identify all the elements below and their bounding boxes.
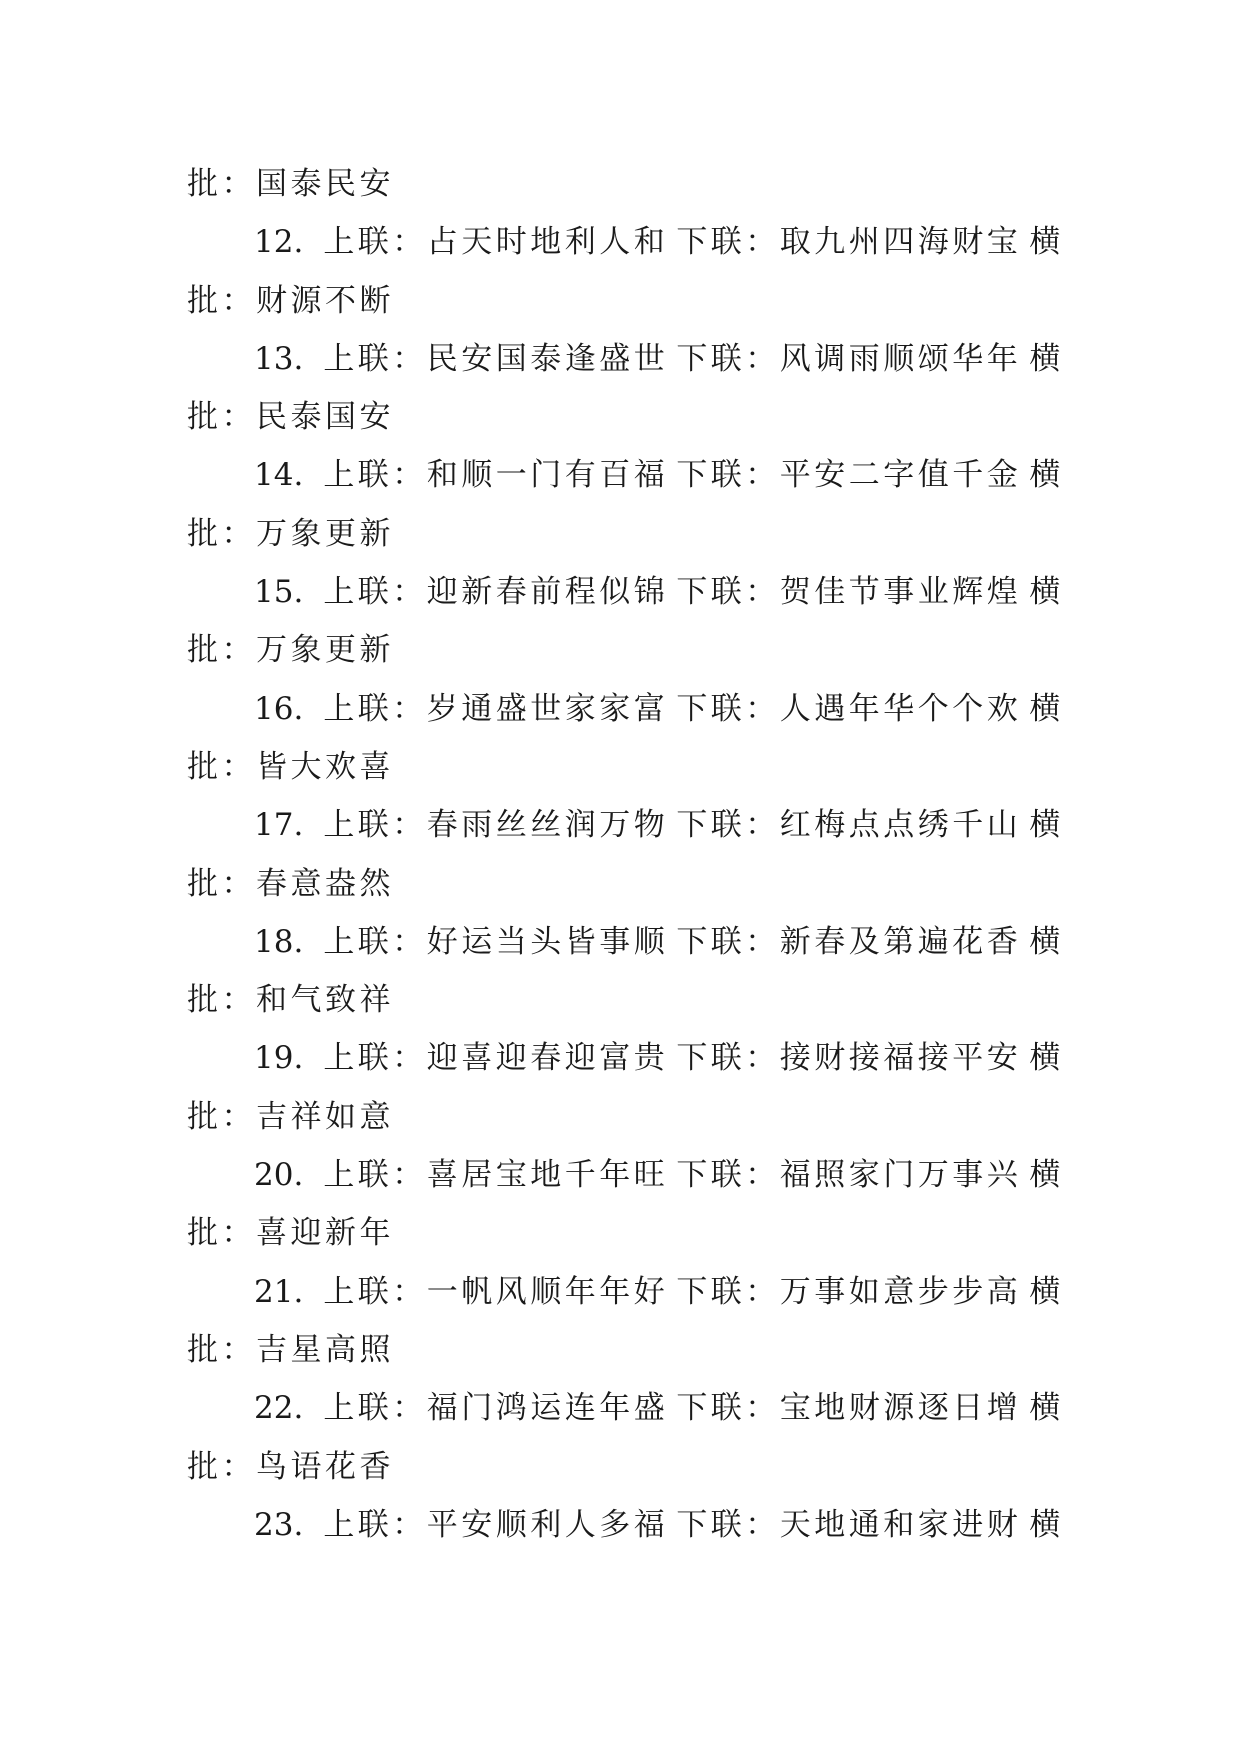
horizontal-scroll-text: 批：万象更新 — [187, 515, 394, 552]
horizontal-scroll-label: 横 — [1029, 224, 1064, 261]
entry-number: 20. — [254, 1157, 304, 1194]
entry-number: 18. — [254, 923, 304, 960]
upper-couplet: 上联：占天时地利人和 — [323, 224, 669, 261]
lower-couplet: 下联：风调雨顺颂华年 — [676, 340, 1022, 377]
lower-couplet: 下联：福照家门万事兴 — [676, 1157, 1022, 1194]
upper-couplet: 上联：喜居宝地千年旺 — [323, 1157, 669, 1194]
entry-number: 22. — [254, 1390, 304, 1427]
horizontal-scroll-label: 横 — [1029, 1506, 1064, 1543]
entry-number: 21. — [254, 1273, 304, 1310]
upper-couplet: 上联：平安顺利人多福 — [323, 1506, 669, 1543]
horizontal-scroll-label: 横 — [1029, 1273, 1064, 1310]
entry-number: 13. — [254, 340, 304, 377]
horizontal-scroll-text: 批：和气致祥 — [187, 982, 394, 1019]
upper-couplet: 上联：福门鸿运连年盛 — [323, 1390, 669, 1427]
horizontal-scroll-label: 横 — [1029, 1390, 1064, 1427]
entry-number: 15. — [254, 574, 304, 611]
couplet-entry — [187, 330, 1064, 388]
lower-couplet: 下联：接财接福接平安 — [676, 1040, 1022, 1077]
couplet-entry — [187, 1379, 1064, 1437]
upper-couplet: 上联：好运当头皆事顺 — [323, 923, 669, 960]
upper-couplet: 上联：春雨丝丝润万物 — [323, 807, 669, 844]
entry-number: 19. — [254, 1040, 304, 1077]
horizontal-scroll-text: 批：鸟语花香 — [187, 1448, 394, 1485]
horizontal-scroll-text: 批：春意盎然 — [187, 865, 394, 902]
lower-couplet: 下联：人遇年华个个欢 — [676, 690, 1022, 727]
horizontal-scroll-text: 批：万象更新 — [187, 632, 394, 669]
upper-couplet: 上联：迎新春前程似锦 — [323, 574, 669, 611]
upper-couplet: 上联：民安国泰逢盛世 — [323, 340, 669, 377]
entry-number: 17. — [254, 807, 304, 844]
lower-couplet: 下联：贺佳节事业辉煌 — [676, 574, 1022, 611]
opening-line: 批：国泰民安 — [187, 166, 394, 202]
lower-couplet: 下联：新春及第遍花香 — [676, 923, 1022, 960]
couplet-entry — [187, 796, 1064, 854]
couplet-entry — [187, 446, 1064, 504]
upper-couplet: 上联：岁通盛世家家富 — [323, 690, 669, 727]
couplet-list — [187, 155, 1064, 1554]
entry-number: 12. — [254, 224, 304, 261]
entry-number: 23. — [254, 1506, 304, 1543]
lower-couplet: 下联：取九州四海财宝 — [676, 224, 1022, 261]
entry-number: 16. — [254, 690, 304, 727]
horizontal-scroll-label: 横 — [1029, 690, 1064, 727]
lower-couplet: 下联：万事如意步步高 — [676, 1273, 1022, 1310]
horizontal-scroll-text: 批：喜迎新年 — [187, 1215, 394, 1252]
horizontal-scroll-label: 横 — [1029, 923, 1064, 960]
couplet-entry — [187, 213, 1064, 271]
horizontal-scroll-label: 横 — [1029, 574, 1064, 611]
couplet-entry — [187, 1029, 1064, 1087]
couplet-entry — [187, 1146, 1064, 1204]
horizontal-scroll-text: 批：吉星高照 — [187, 1331, 394, 1368]
horizontal-scroll-label: 横 — [1029, 1040, 1064, 1077]
couplet-entry — [187, 563, 1064, 621]
horizontal-scroll-label: 横 — [1029, 1157, 1064, 1194]
lower-couplet: 下联：宝地财源逐日增 — [676, 1390, 1022, 1427]
lower-couplet: 下联：天地通和家进财 — [676, 1506, 1022, 1543]
couplet-entry — [187, 913, 1064, 971]
couplet-entry — [187, 680, 1064, 738]
couplet-entry — [187, 1263, 1064, 1321]
horizontal-scroll-label: 横 — [1029, 340, 1064, 377]
lower-couplet: 下联：红梅点点绣千山 — [676, 807, 1022, 844]
couplet-entry — [187, 1496, 1064, 1554]
upper-couplet: 上联：和顺一门有百福 — [323, 457, 669, 494]
upper-couplet: 上联：迎喜迎春迎富贵 — [323, 1040, 669, 1077]
horizontal-scroll-text: 批：吉祥如意 — [187, 1098, 394, 1135]
horizontal-scroll-text: 批：财源不断 — [187, 282, 394, 319]
upper-couplet: 上联：一帆风顺年年好 — [323, 1273, 669, 1310]
entry-number: 14. — [254, 457, 304, 494]
horizontal-scroll-label: 横 — [1029, 457, 1064, 494]
horizontal-scroll-text: 批：皆大欢喜 — [187, 748, 394, 785]
horizontal-scroll-text: 批：民泰国安 — [187, 399, 394, 436]
horizontal-scroll-label: 横 — [1029, 807, 1064, 844]
lower-couplet: 下联：平安二字值千金 — [676, 457, 1022, 494]
